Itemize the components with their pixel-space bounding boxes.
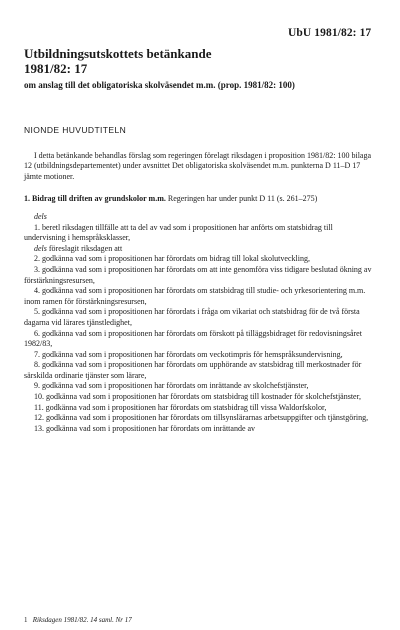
list-item: 7. godkänna vad som i propositionen har förordats om veckotimpris för hemspråksundervisning,	[34, 349, 343, 359]
list-item: 5. godkänna vad som i propositionen har förordats i fråga om vikariat och statsbidrag för de två första dagarna vid lärares tjänstledighet,	[24, 307, 360, 327]
footnote-text: Riksdagen 1981/82. 14 saml. Nr 17	[32, 616, 132, 624]
list-item: 10. godkänna vad som i propositionen har förordats om statsbidrag till kostnader för skolchefstjänster,	[34, 392, 361, 402]
intro-paragraph: I detta betänkande behandlas förslag som regeringen förelagt riksdagen i proposition 1981/82: 100 bilaga 12 (utbildningsdepartementet) under avsnittet Det obligatoriska skolväsendet m.m. punkterna D 11–D 17 jämte motioner.	[24, 150, 372, 181]
list-item: 2. godkänna vad som i propositionen har förordats om bidrag till lokal skolutveckling,	[34, 254, 310, 264]
list-item: 11. godkänna vad som i propositionen har förordats om statsbidrag till vissa Waldorfskolor,	[34, 402, 327, 412]
list-item: 8. godkänna vad som i propositionen har förordats om upphörande av statsbidrag till merkostnader för särskilda ordinarie tjänster som lärare,	[24, 360, 362, 380]
list-item: 4. godkänna vad som i propositionen har förordats om statsbidrag till studie- och yrkesorientering m.m. inom ramen för förstärkningsresursen,	[24, 286, 366, 306]
list-item: 9. godkänna vad som i propositionen har förordats om inrättande av skolchefstjänster,	[34, 381, 309, 391]
title-line-1: Utbildningsutskottets betänkande	[24, 46, 212, 61]
list-item: 13. godkänna vad som i propositionen har förordats om inrättande av	[34, 423, 256, 433]
dels-label: dels	[34, 211, 47, 221]
list-item-1: 1. beretl riksdagen tillfälle att ta del av vad som i propositionen har anförts om statsbidrag till undervisning i hemspråksklasser,	[24, 222, 333, 243]
title-line-2: 1981/82: 17	[24, 61, 88, 76]
dels-label-inline: dels	[34, 243, 47, 253]
section-title: 1. Bidrag till driften av grundskolor m.m.	[24, 194, 166, 204]
document-body	[24, 125, 374, 434]
footnote	[24, 616, 374, 625]
document-reference: UbU 1981/82: 17	[288, 27, 372, 39]
section-text: Regeringen har under punkt D 11 (s. 261–275)	[165, 194, 318, 204]
list-item: 6. godkänna vad som i propositionen har förordats om förskott på tilläggsbidraget för redovisningsåret 1982/83,	[24, 328, 362, 349]
section-paragraph	[24, 194, 374, 205]
dels-clause	[24, 244, 374, 255]
document-subtitle: om anslag till det obligatoriska skolväsendet m.m. (prop. 1981/82: 100)	[24, 80, 295, 90]
dels-clause-text: föreslagit riksdagen att	[46, 243, 123, 253]
list-item: 3. godkänna vad som i propositionen har förordats om att inte genomföra viss tidigare beslutad ökning av förstärkningsresursen,	[24, 264, 372, 285]
list-item: 12. godkänna vad som i propositionen har förordats om tillsynslärarnas arbetsuppgifter och tjänstgöring,	[34, 413, 369, 423]
footnote-marker: 1	[24, 616, 28, 624]
section-heading: NIONDE HUVUDTITELN	[24, 125, 127, 135]
document-title	[24, 46, 384, 76]
